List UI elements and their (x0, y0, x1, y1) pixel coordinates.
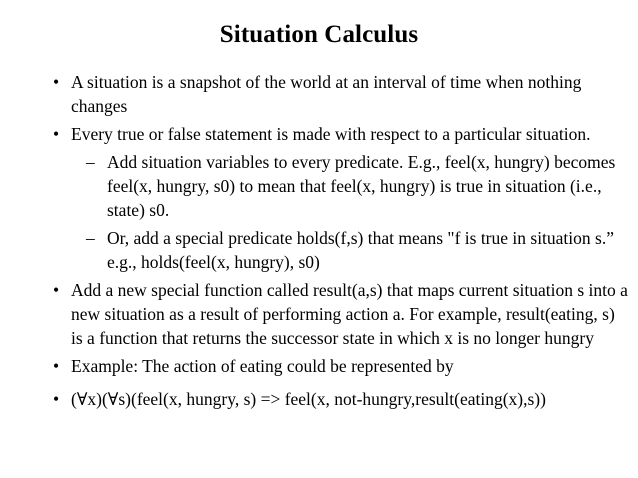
bullet-text: Example: The action of eating could be represented by (71, 356, 454, 376)
bullet-item (53, 354, 628, 378)
sub-bullet-marker: – (86, 152, 95, 172)
bullet-item (53, 278, 628, 350)
slide-title: Situation Calculus (219, 21, 419, 48)
bullet-item (53, 387, 628, 411)
bullet-text: A situation is a snapshot of the world at an interval of time when nothing changes (71, 72, 582, 116)
bullet-text: Every true or false statement is made with respect to a particular situation. (71, 124, 591, 144)
sub-bullet-item (71, 226, 628, 274)
sub-bullet-text: Or, add a special predicate holds(f,s) that means "f is true in situation s.” e.g., holds(feel(x, hungry), s0) (107, 228, 614, 272)
bullet-marker: • (53, 280, 60, 300)
sub-bullet-item (71, 150, 628, 222)
bullet-item (53, 122, 628, 274)
sub-bullet-list (71, 150, 628, 274)
bullet-text: Add a new special function called result(a,s) that maps current situation s into a new situation as a result of performing action a. For example, result(eating, s) is a function that returns the successor state in which x is no longer hungry (71, 280, 628, 348)
sub-bullet-text: Add situation variables to every predicate. E.g., feel(x, hungry) becomes feel(x, hungry, s0) to mean that feel(x, hungry) is true in situation (i.e., state) s0. (107, 152, 616, 220)
bullet-marker: • (53, 389, 60, 409)
sub-bullet-marker: – (86, 228, 95, 248)
bullet-marker: • (53, 124, 60, 144)
bullet-marker: • (53, 356, 60, 376)
bullet-item (53, 70, 628, 118)
bullet-text: (∀x)(∀s)(feel(x, hungry, s) => feel(x, not-hungry,result(eating(x),s)) (71, 389, 546, 409)
bullet-marker: • (53, 72, 60, 92)
bullet-list (53, 70, 628, 415)
